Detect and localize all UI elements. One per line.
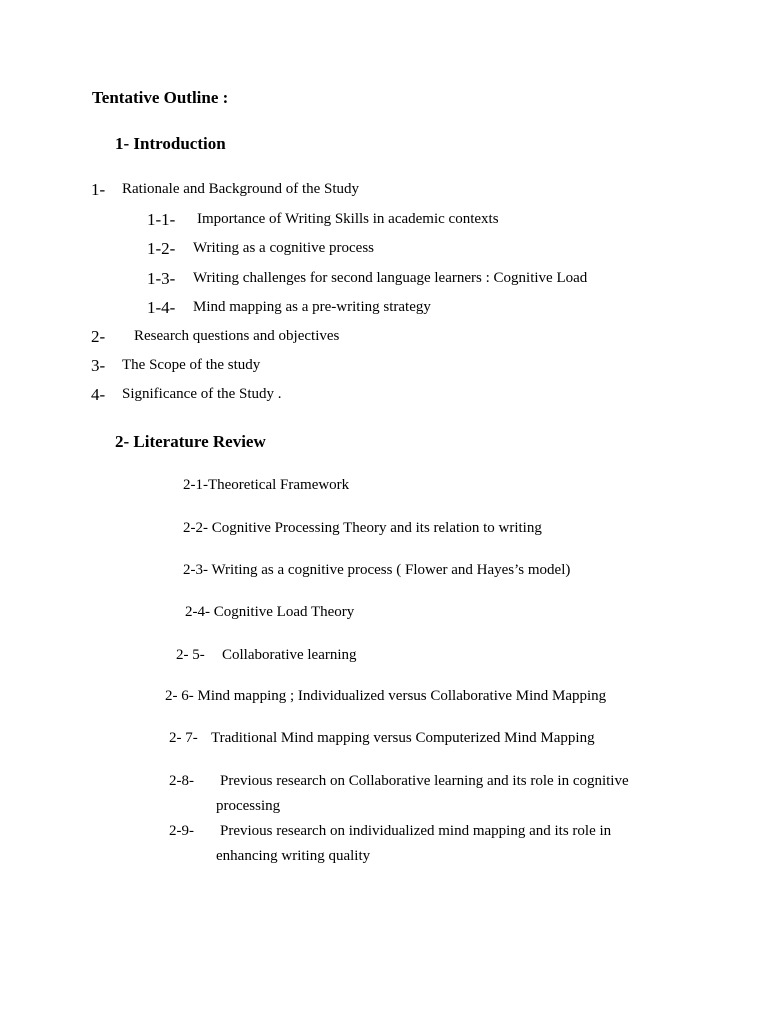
item-text: Writing challenges for second language learners : Cognitive Load (193, 270, 588, 286)
item-number: 2- (91, 327, 106, 346)
item-text: 2- 6- Mind mapping ; Individualized versus Collaborative Mind Mapping (165, 688, 607, 704)
item-text: 2-4- Cognitive Load Theory (185, 604, 355, 620)
item-number: 3- (91, 356, 106, 375)
item-number: 1- (91, 180, 106, 199)
section-heading-literature-review: 2- Literature Review (115, 432, 266, 451)
item-number: 4- (91, 385, 106, 404)
section-heading-introduction: 1- Introduction (115, 134, 226, 153)
item-text: 2-2- Cognitive Processing Theory and its relation to writing (183, 520, 542, 536)
item-number: 2-9- (169, 823, 194, 839)
item-text: The Scope of the study (122, 357, 261, 373)
item-text: Writing as a cognitive process (193, 240, 375, 256)
item-number: 1-2- (147, 239, 176, 258)
item-number: 1-1- (147, 210, 176, 229)
item-text: Traditional Mind mapping versus Computerized Mind Mapping (211, 730, 595, 746)
item-text: 2-1-Theoretical Framework (183, 477, 350, 493)
item-text: Collaborative learning (222, 647, 357, 663)
item-number: 2- 5- (176, 647, 205, 663)
item-text-line-1: Previous research on Collaborative learning and its role in cognitive (220, 773, 629, 789)
item-text-line-2: enhancing writing quality (216, 848, 371, 864)
item-text: Research questions and objectives (134, 328, 340, 344)
outline-title: Tentative Outline : (92, 88, 229, 107)
item-text-line-2: processing (216, 798, 281, 814)
item-text: 2-3- Writing as a cognitive process ( Flower and Hayes’s model) (183, 562, 571, 578)
item-number: 1-4- (147, 298, 176, 317)
item-text: Mind mapping as a pre-writing strategy (193, 299, 431, 315)
item-text: Significance of the Study . (122, 386, 282, 402)
item-number: 2- 7- (169, 730, 198, 746)
item-text-line-1: Previous research on individualized mind mapping and its role in (220, 823, 612, 839)
item-text: Rationale and Background of the Study (122, 181, 360, 197)
item-text: Importance of Writing Skills in academic contexts (197, 211, 499, 227)
item-number: 2-8- (169, 773, 194, 789)
item-number: 1-3- (147, 269, 176, 288)
